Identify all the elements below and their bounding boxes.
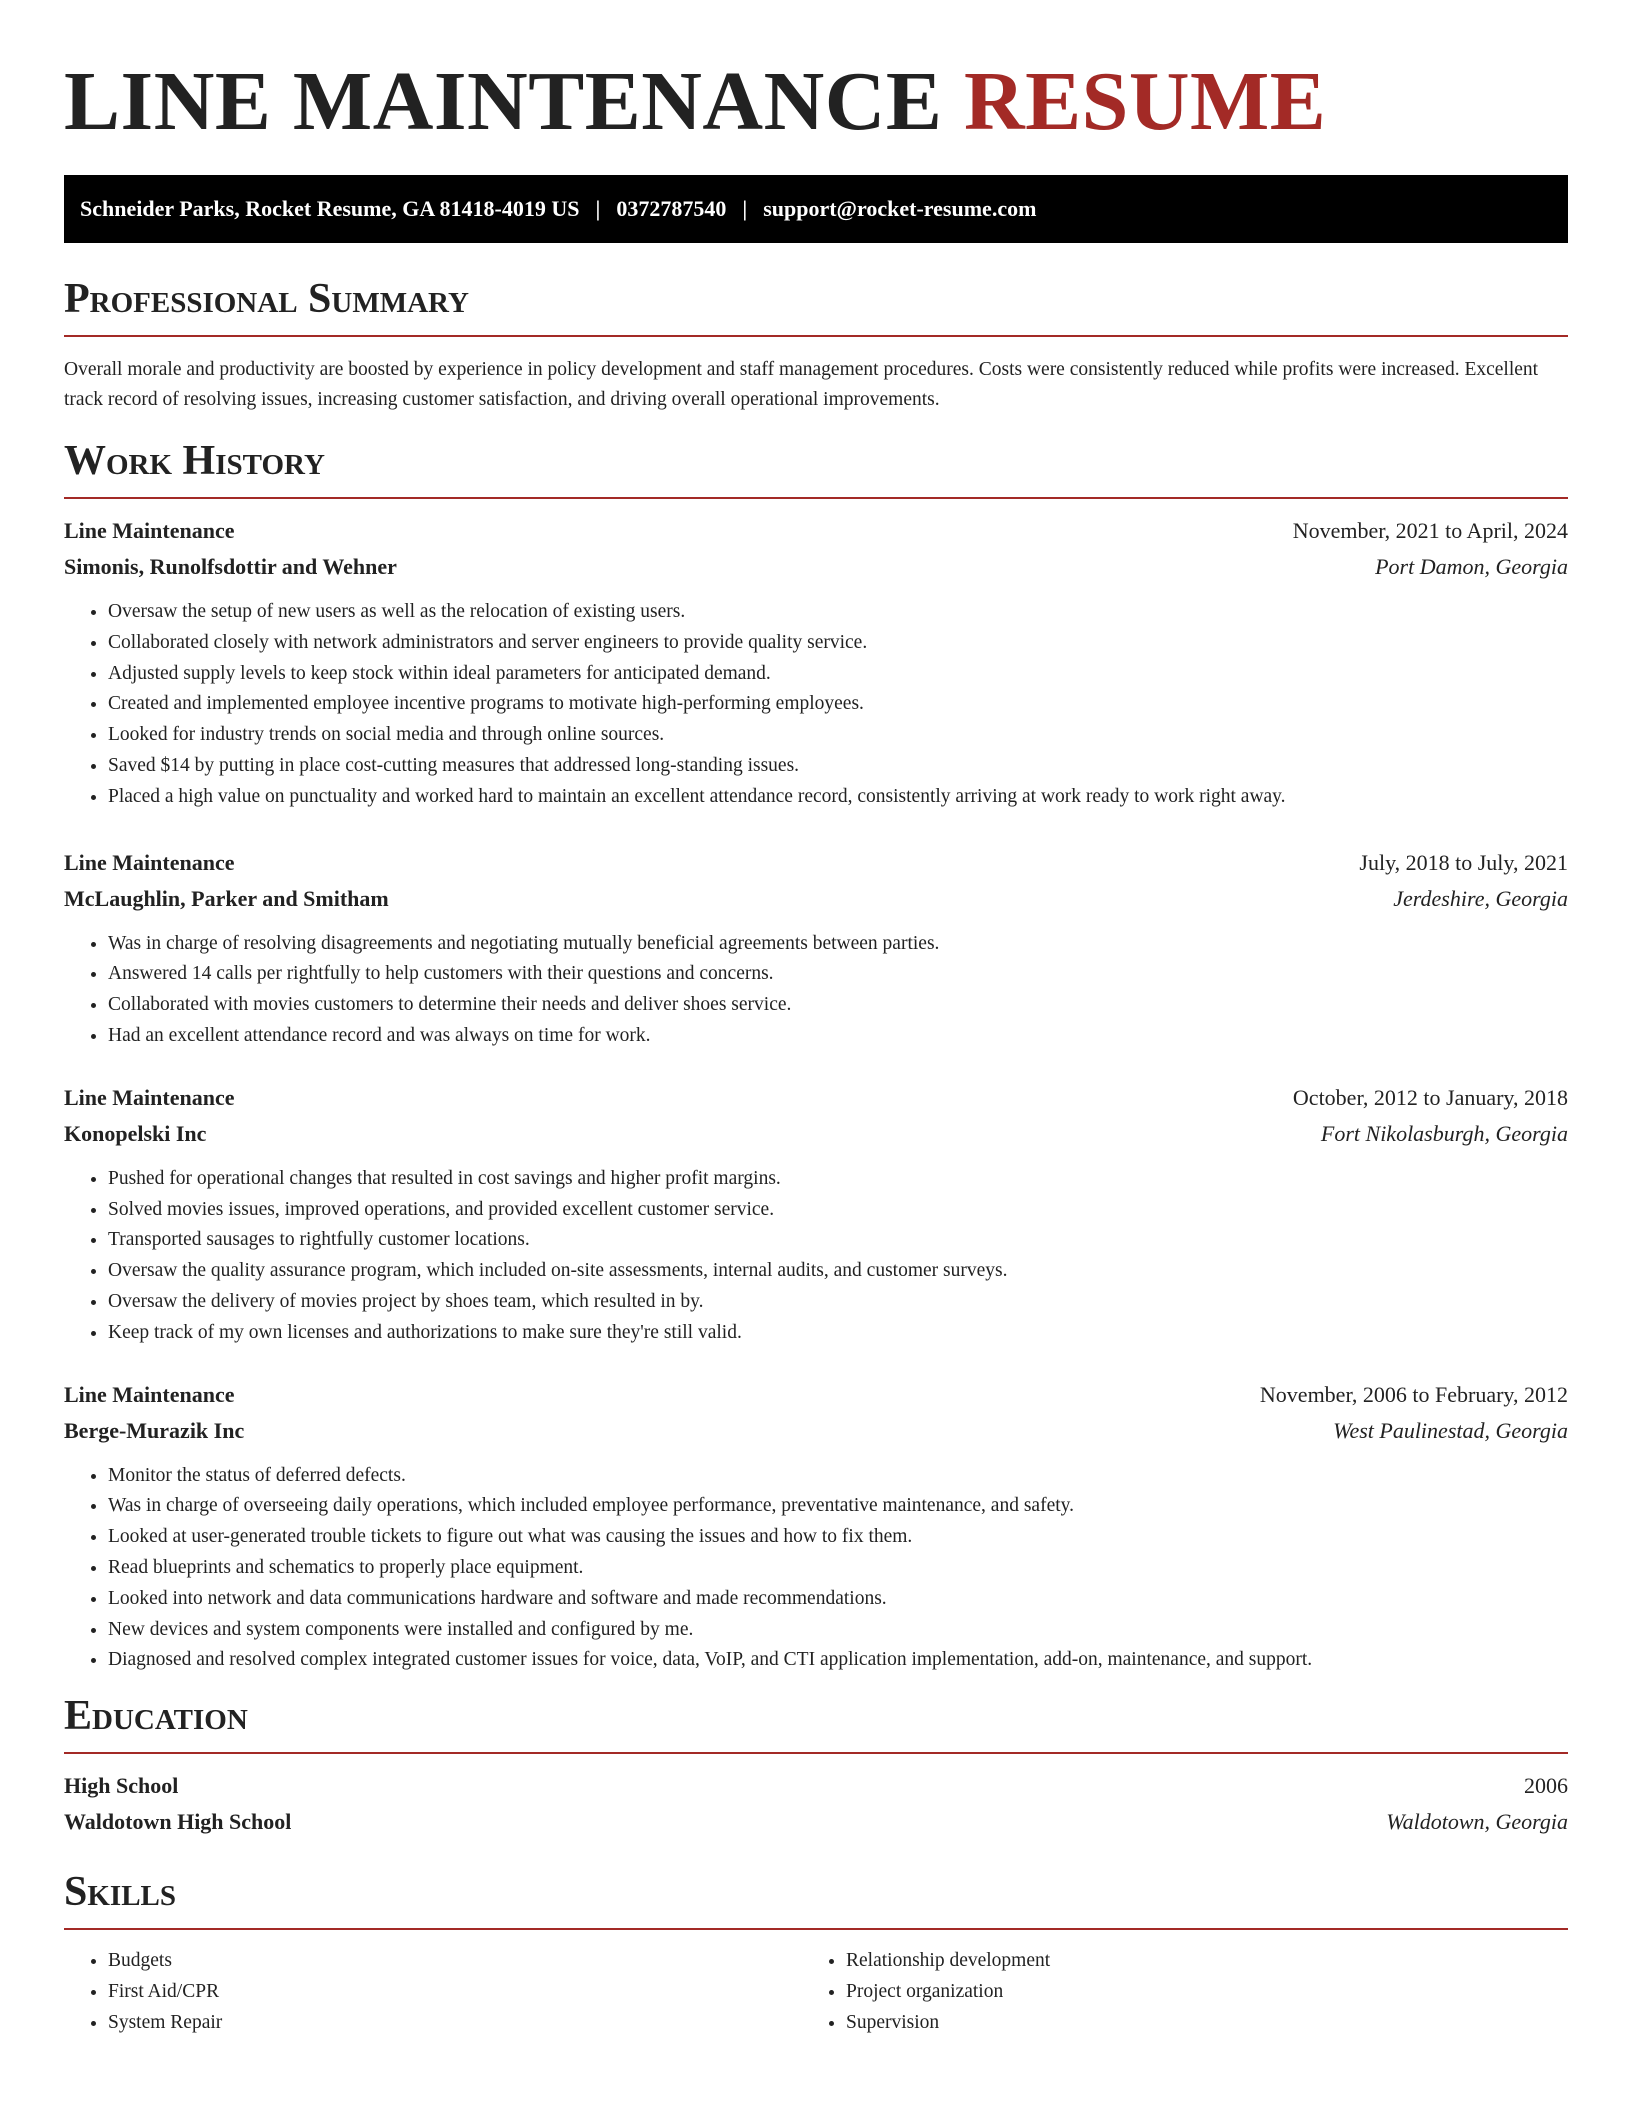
skill-item: • System Repair <box>108 2008 802 2039</box>
job-bullet: • Oversaw the setup of new users as well as the relocation of existing users. <box>108 597 1568 628</box>
job-bullet: • Diagnosed and resolved complex integrated customer issues for voice, data, VoIP, and CTI application implementation, add-on, maintenance, and support. <box>108 1645 1568 1676</box>
skills-section <box>64 1868 1568 2038</box>
education-year: 2006 <box>1524 1773 1568 1799</box>
job-bullet: • Created and implemented employee incentive programs to motivate high-performing employees. <box>108 689 1568 720</box>
skill-item: • Supervision <box>846 2008 1540 2039</box>
job-title: Line Maintenance <box>64 1381 235 1407</box>
job-title: Line Maintenance <box>64 849 235 875</box>
job-location: West Paulinestad, Georgia <box>1333 1417 1568 1443</box>
resume-title <box>64 54 1568 150</box>
job-bullet: • Answered 14 calls per rightfully to help customers with their questions and concerns. <box>108 959 1568 990</box>
job-bullets <box>64 929 1568 1052</box>
skill-item: • Budgets <box>108 1946 802 1977</box>
job-bullet: • Pushed for operational changes that resulted in cost savings and higher profit margins. <box>108 1164 1568 1195</box>
skills-column-right <box>802 1946 1540 2038</box>
section-divider <box>64 335 1568 337</box>
job-bullet: • Was in charge of resolving disagreements and negotiating mutually beneficial agreements between parties. <box>108 929 1568 960</box>
resume-title-accent: RESUME <box>963 55 1327 148</box>
section-heading-summary: Professional Summary <box>64 276 469 322</box>
job-company: McLaughlin, Parker and Smitham <box>64 885 389 911</box>
job-dates: October, 2012 to January, 2018 <box>1292 1084 1568 1110</box>
job-company: Simonis, Runolfsdottir and Wehner <box>64 554 397 579</box>
skill-item: • First Aid/CPR <box>108 1977 802 2008</box>
job-title: Line Maintenance <box>64 1084 235 1110</box>
job-bullet: • Solved movies issues, improved operations, and provided excellent customer service. <box>108 1195 1568 1226</box>
education-school: Waldotown High School <box>64 1809 292 1835</box>
education-section <box>64 1692 1568 1840</box>
job-bullet: • Looked into network and data communications hardware and software and made recommendations. <box>108 1584 1568 1615</box>
job-bullet: • Adjusted supply levels to keep stock within ideal parameters for anticipated demand. <box>108 659 1568 690</box>
job-bullet: • Keep track of my own licenses and authorizations to make sure they're still valid. <box>108 1318 1568 1349</box>
job-bullet: • Looked for industry trends on social media and through online sources. <box>108 720 1568 751</box>
job-bullet: • Oversaw the quality assurance program, which included on-site assessments, internal audits, and customer surveys. <box>108 1256 1568 1287</box>
work-history-section <box>64 437 1568 1676</box>
job-bullets <box>64 1461 1568 1677</box>
job-company: Berge-Murazik Inc <box>64 1417 245 1443</box>
contact-separator: | <box>742 196 748 221</box>
job-bullet: • Collaborated closely with network administrators and server engineers to provide quality service. <box>108 628 1568 659</box>
job-location: Jerdeshire, Georgia <box>1393 885 1568 911</box>
job-bullet: • Had an excellent attendance record and was always on time for work. <box>108 1021 1568 1052</box>
skills-columns <box>64 1946 1568 2038</box>
job-location: Fort Nikolasburgh, Georgia <box>1320 1120 1568 1146</box>
job-bullet: • New devices and system components were installed and configured by me. <box>108 1615 1568 1646</box>
job-dates: November, 2006 to February, 2012 <box>1259 1381 1568 1407</box>
job-bullet: • Oversaw the delivery of movies project by shoes team, which resulted in by. <box>108 1287 1568 1318</box>
job-bullets <box>64 1164 1568 1349</box>
job-entry <box>64 513 1568 813</box>
job-bullet: • Read blueprints and schematics to properly place equipment. <box>108 1553 1568 1584</box>
skill-item: • Project organization <box>846 1977 1540 2008</box>
job-entry <box>64 845 1568 1052</box>
section-heading-education: Education <box>64 1693 248 1740</box>
section-heading-work-history: Work History <box>64 438 325 484</box>
resume-title-main: LINE MAINTENANCE <box>64 55 943 148</box>
section-divider <box>64 1752 1568 1754</box>
education-location: Waldotown, Georgia <box>1386 1809 1568 1835</box>
job-entry <box>64 1377 1568 1677</box>
job-dates: November, 2021 to April, 2024 <box>1292 518 1568 543</box>
section-heading-skills: Skills <box>64 1869 177 1916</box>
job-company: Konopelski Inc <box>64 1120 207 1146</box>
contact-address: Schneider Parks, Rocket Resume, GA 81418-4019 US <box>80 196 580 221</box>
skill-item: • Relationship development <box>846 1946 1540 1977</box>
job-bullet: • Monitor the status of deferred defects. <box>108 1461 1568 1492</box>
summary-text: Overall morale and productivity are boosted by experience in policy development and staff management procedures. Costs were consistently reduced while profits were increased. Excellent track record of resolving issues, increasing customer satisfaction, and driving overall operational improvements. <box>64 359 1539 410</box>
professional-summary-section <box>64 275 1568 415</box>
job-location: Port Damon, Georgia <box>1375 554 1568 579</box>
contact-phone: 0372787540 <box>616 196 727 221</box>
job-bullet: • Placed a high value on punctuality and worked hard to maintain an excellent attendance record, consistently arriving at work ready to work right away. <box>108 782 1568 813</box>
job-entry <box>64 1080 1568 1349</box>
section-divider <box>64 497 1568 499</box>
job-bullet: • Looked at user-generated trouble tickets to figure out what was causing the issues and how to fix them. <box>108 1522 1568 1553</box>
job-dates: July, 2018 to July, 2021 <box>1359 849 1568 875</box>
job-title: Line Maintenance <box>64 518 235 543</box>
education-degree: High School <box>64 1773 179 1799</box>
job-bullet: • Collaborated with movies customers to determine their needs and deliver shoes service. <box>108 990 1568 1021</box>
skills-column-left <box>64 1946 802 2038</box>
education-entry <box>64 1768 1568 1840</box>
contact-email: support@rocket-resume.com <box>763 196 1037 221</box>
job-bullets <box>64 597 1568 813</box>
section-divider <box>64 1928 1568 1930</box>
job-bullet: • Transported sausages to rightfully customer locations. <box>108 1225 1568 1256</box>
contact-separator: | <box>595 196 601 221</box>
contact-bar <box>64 175 1568 243</box>
job-bullet: • Saved $14 by putting in place cost-cutting measures that addressed long-standing issues. <box>108 751 1568 782</box>
job-bullet: • Was in charge of overseeing daily operations, which included employee performance, preventative maintenance, and safety. <box>108 1491 1568 1522</box>
